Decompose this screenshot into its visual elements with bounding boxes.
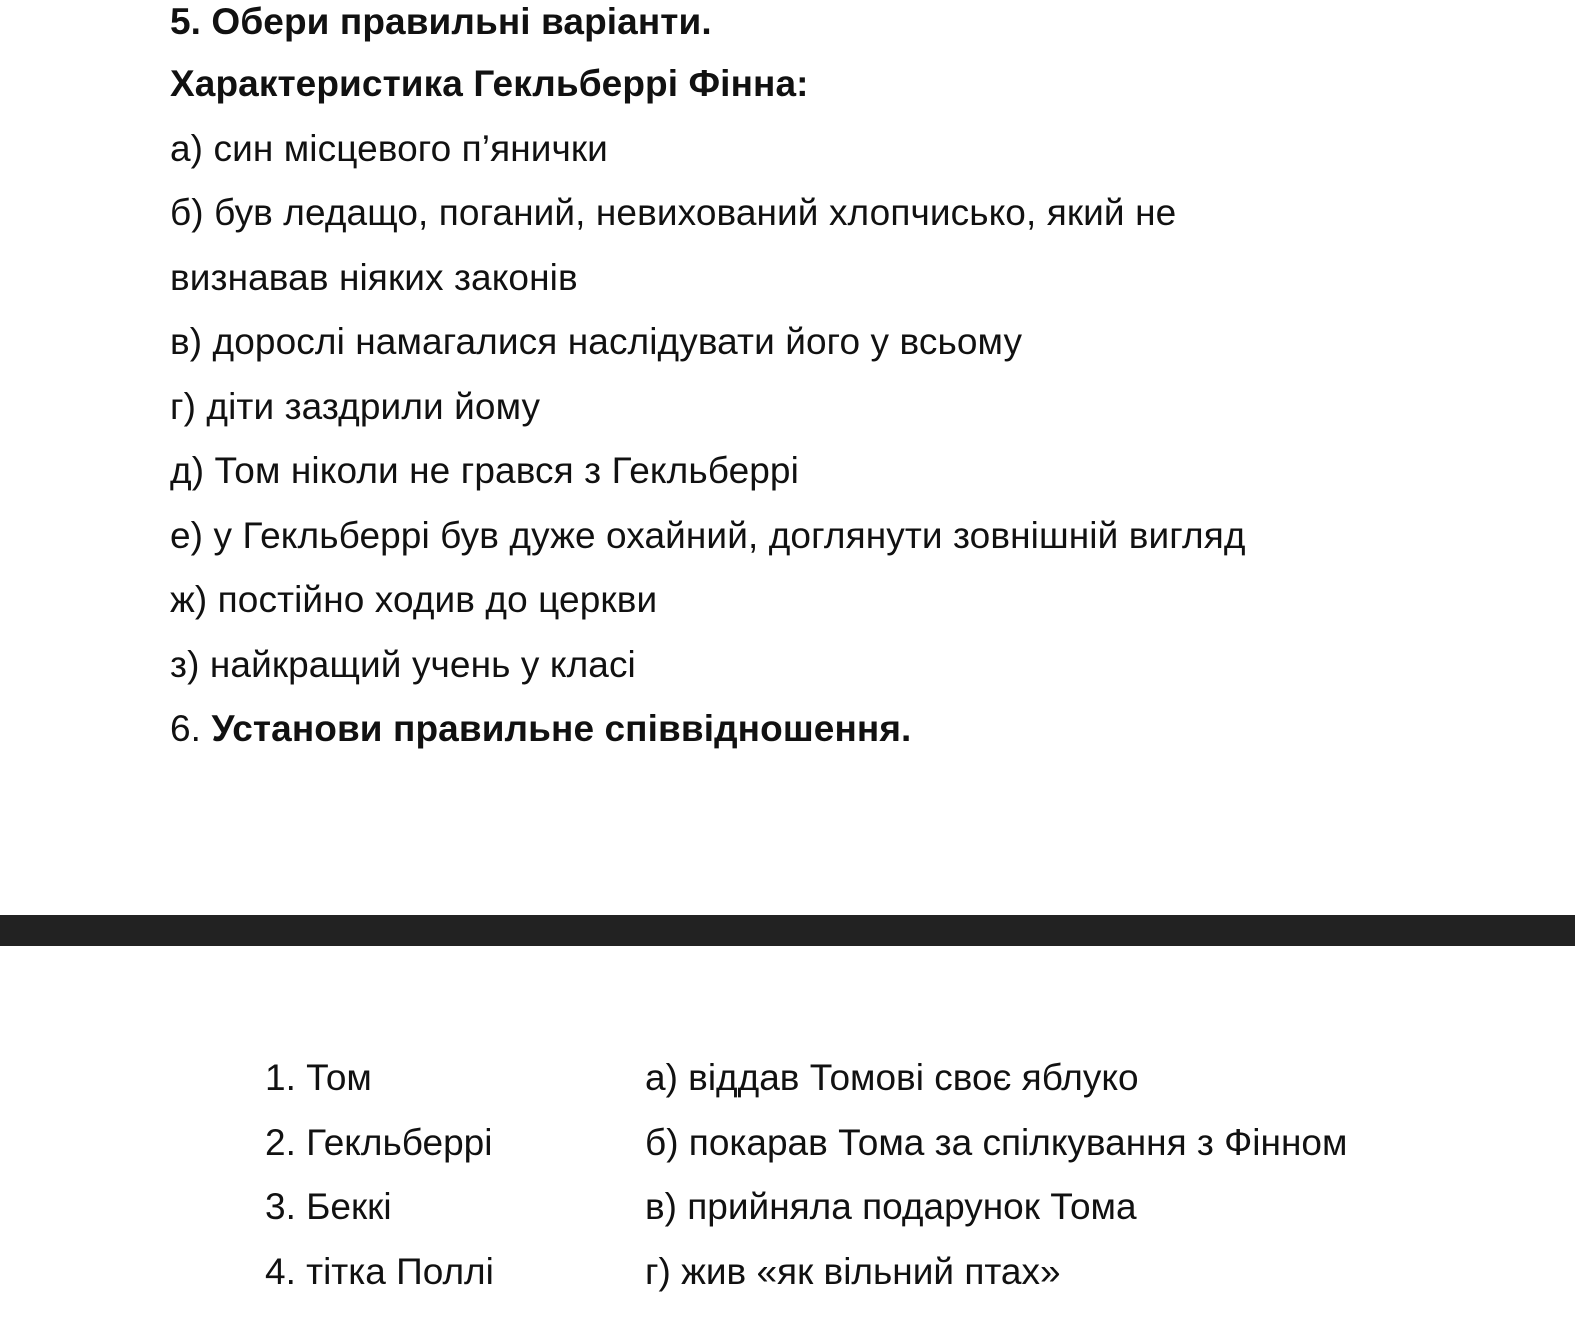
task5-title: 5. Обери правильні варіанти.: [170, 1, 712, 42]
match-left-item: 2. Гекльберрі: [265, 1122, 493, 1163]
page-bottom: [0, 946, 1575, 1324]
task5-option: е) у Гекльберрі був дуже охайний, доглянути зовнішній вигляд: [170, 515, 1246, 556]
match-row: [0, 1250, 1575, 1294]
task5-option: а) син місцевого п’янички: [170, 128, 608, 169]
task5-option-continued: визнавав ніяких законів: [170, 257, 578, 298]
match-left-item: 3. Беккі: [265, 1186, 392, 1227]
task5-option: д) Том ніколи не грався з Гекльберрі: [170, 450, 799, 491]
match-right-item: б) покарав Тома за спілкування з Фінном: [645, 1122, 1348, 1163]
task5-subtitle: Характеристика Гекльберрі Фінна:: [170, 63, 809, 104]
task6-number: 6.: [170, 708, 202, 749]
match-right-item: в) прийняла подарунок Тома: [645, 1186, 1137, 1227]
match-row: [0, 1185, 1575, 1229]
match-left-item: 1. Том: [265, 1057, 372, 1098]
match-left-item: 4. тітка Поллі: [265, 1251, 494, 1292]
task5-option: б) був ледащо, поганий, невихований хлопчисько, який не: [170, 192, 1177, 233]
task5-option: з) найкращий учень у класі: [170, 644, 636, 685]
task5-option: г) діти заздрили йому: [170, 386, 541, 427]
match-row: [0, 1121, 1575, 1165]
task5-option: в) дорослі намагалися наслідувати його у всьому: [170, 321, 1023, 362]
task5-option: ж) постійно ходив до церкви: [170, 579, 658, 620]
task6-heading: [170, 707, 911, 751]
match-right-item: а) віддав Томові своє яблуко: [645, 1057, 1139, 1098]
match-row: [0, 1056, 1575, 1100]
task6-title: Установи правильне співвідношення.: [211, 708, 912, 749]
page-divider: [0, 915, 1575, 946]
match-right-item: г) жив «як вільний птах»: [645, 1251, 1061, 1292]
